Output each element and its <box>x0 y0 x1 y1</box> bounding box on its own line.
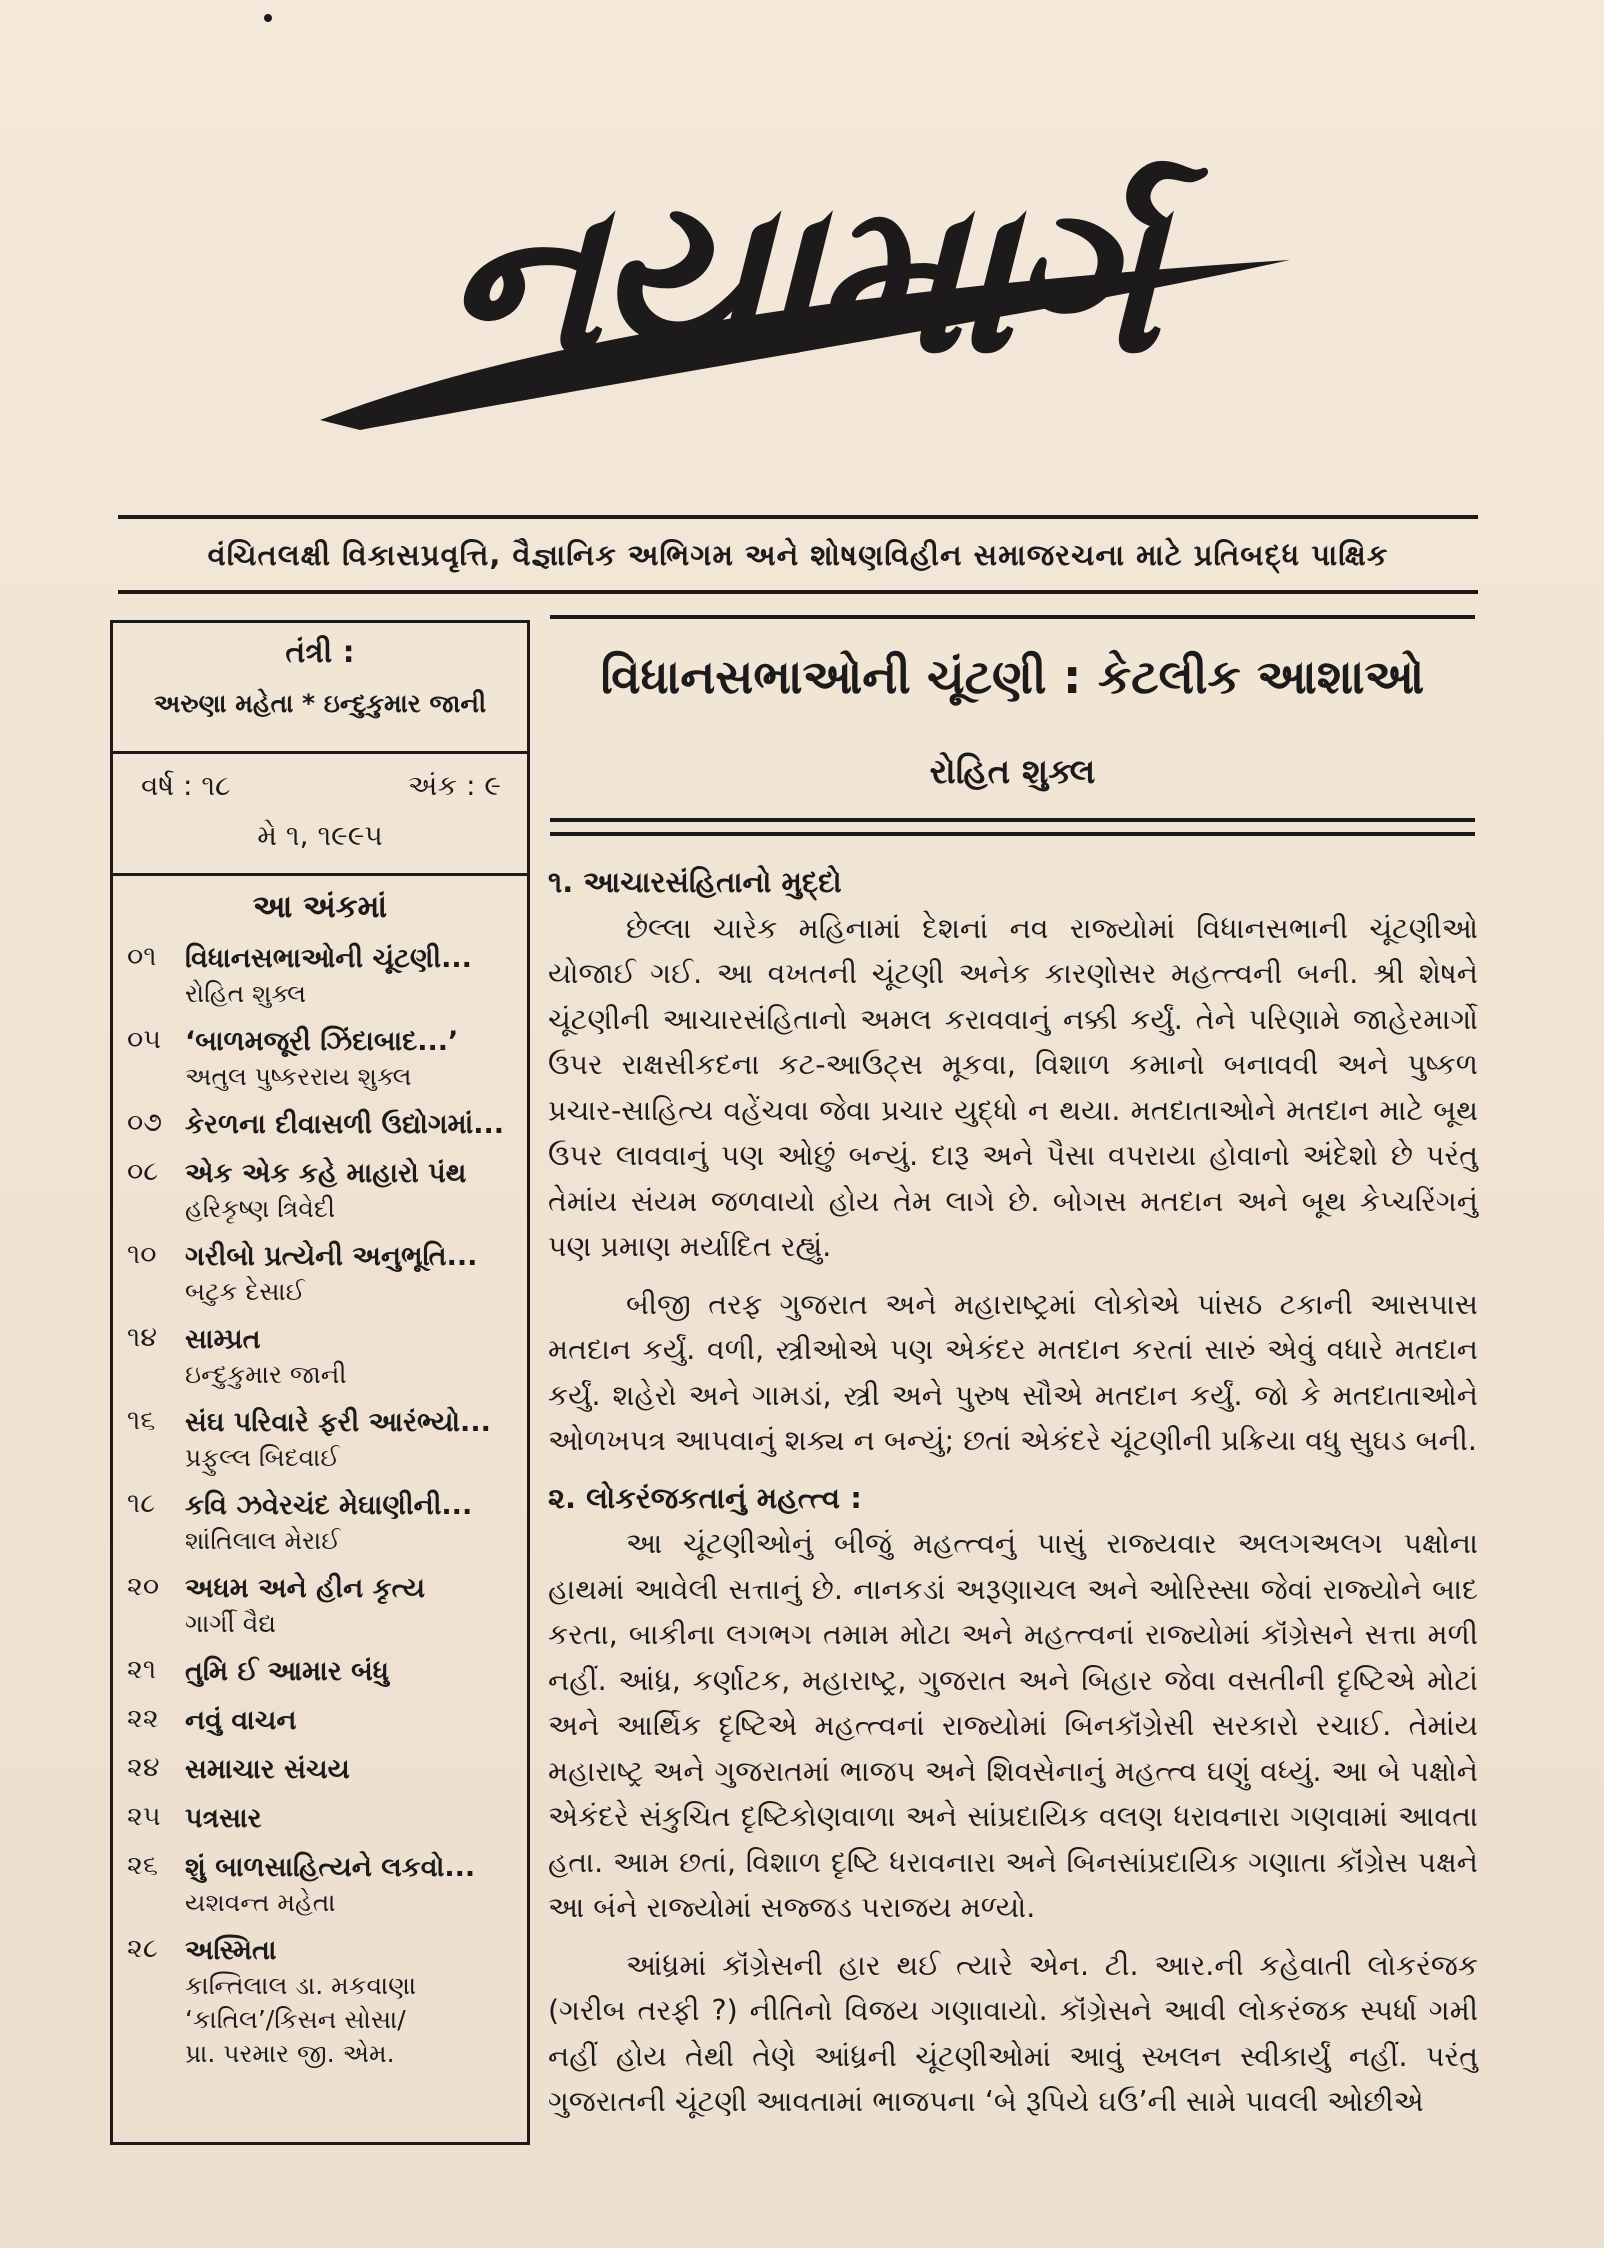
toc-title: ગરીબો પ્રત્યેની અનુભૂતિ... <box>185 1241 478 1272</box>
toc-title: એક એક કહે માહારો પંથ <box>185 1158 467 1189</box>
paragraph: આ ચૂંટણીઓનું બીજું મહત્ત્વનું પાસું રાજ્યવાર અલગઅલગ પક્ષોના હાથમાં આવેલી સત્તાનું છે. નાનકડાં અરૂણાચલ અને ઓરિસ્સા જેવાં રાજ્યોને બાદ કરતા, બાકીના લગભગ તમામ મોટા અને મહત્ત્વનાં રાજ્યોમાં કૉંગ્રેસને સત્તા મળી નહીં. આંધ્ર, કર્ણાટક, મહારાષ્ટ્ર, ગુજરાત અને બિહાર જેવા વસતીની દૃષ્ટિએ મોટાં અને આર્થિક દૃષ્ટિએ મહત્ત્વનાં રાજ્યોમાં બિનકૉંગ્રેસી સરકારો રચાઈ. તેમાંય મહારાષ્ટ્ર અને ગુજરાતમાં ભાજપ અને શિવસેનાનું મહત્ત્વ ઘણું વધ્યું. આ બે પક્ષોને એકંદરે સંકુચિત દૃષ્ટિકોણવાળા અને સાંપ્રદાયિક વલણ ધરાવનારા ગણવામાં આવતા હતા. આમ છતાં, વિશાળ દૃષ્ટિ ધરાવનારા અને બિનસાંપ્રદાયિક ગણાતા કૉંગ્રેસ પક્ષને આ બંને રાજ્યોમાં સજ્જડ પરાજય મળ્યો. <box>548 1527 1478 1924</box>
editor-names: અરુણા મહેતા * ઇન્દુકુમાર જાની <box>153 689 487 718</box>
rule <box>550 832 1475 836</box>
toc-item <box>127 1654 527 1690</box>
toc-page-number: ૨૫ <box>127 1801 161 1832</box>
sidebar-box <box>110 620 530 2145</box>
article-author: રોહિત શુક્લ <box>929 752 1096 792</box>
toc-item <box>127 1703 527 1739</box>
toc-title: અસ્મિતા <box>185 1935 277 1966</box>
toc-author: શાંતિલાલ મેરાઈ <box>185 1526 341 1555</box>
toc-item <box>127 1024 527 1094</box>
sidebar-rule <box>113 873 527 876</box>
toc-page-number: ૦૫ <box>127 1024 161 1055</box>
section-heading: ૨. લોકરંજકતાનું મહત્ત્વ : <box>548 1480 862 1515</box>
toc-item <box>127 941 527 1011</box>
toc-page-number: ૦૧ <box>127 941 157 972</box>
toc-page-number: ૧૮ <box>127 1488 156 1519</box>
toc-page-number: ૧૦ <box>127 1239 157 1270</box>
issue: અંક : ૯ <box>407 769 501 802</box>
toc-page-number: ૦૭ <box>127 1107 163 1138</box>
rule <box>118 515 1478 519</box>
toc-author: ગાર્ગી વૈદ્ય <box>185 1609 277 1638</box>
toc-page-number: ૧૪ <box>127 1322 157 1353</box>
toc-page-number: ૨૧ <box>127 1654 157 1685</box>
toc-title: પત્રસાર <box>185 1803 262 1834</box>
toc-heading: આ અંકમાં <box>252 889 388 925</box>
table-of-contents <box>127 941 527 2084</box>
toc-title: સંઘ પરિવારે ફરી આરંભ્યો... <box>185 1407 491 1438</box>
toc-author: રોહિત શુક્લ <box>185 979 307 1008</box>
toc-title: ‘બાળમજૂરી ઝિંદાબાદ...’ <box>185 1026 459 1057</box>
toc-item <box>127 1850 527 1920</box>
toc-title: સામ્પ્રત <box>185 1324 261 1355</box>
toc-page-number: ૧૬ <box>127 1405 156 1436</box>
toc-title: અધમ અને હીન કૃત્ય <box>185 1573 426 1604</box>
toc-item <box>127 1322 527 1392</box>
toc-title: કેરળના દીવાસળી ઉદ્યોગમાં... <box>185 1109 504 1140</box>
toc-page-number: ૨૬ <box>127 1850 158 1881</box>
paragraph: છેલ્લા ચારેક મહિનામાં દેશનાં નવ રાજ્યોમાં વિધાનસભાની ચૂંટણીઓ યોજાઈ ગઈ. આ વખતની ચૂંટણી અનેક કારણોસર મહત્ત્વની બની. શ્રી શેષને ચૂંટણીની આચારસંહિતાનો અમલ કરાવવાનું નક્કી કર્યું. તેને પરિણામે જાહેરમાર્ગો ઉપર રાક્ષસીકદના કટ-આઉટ્સ મૂકવા, વિશાળ કમાનો બનાવવી અને પુષ્કળ પ્રચાર-સાહિત્ય વહેંચવા જેવા પ્રચાર યુદ્ધો ન થયા. મતદાતાઓને મતદાન માટે બૂથ ઉપર લાવવાનું પણ ઓછું બન્યું. દારૂ અને પૈસા વપરાયા હોવાનો અંદેશો છે પરંતુ તેમાંય સંયમ જળવાયો હોય તેમ લાગે છે. બોગસ મતદાન અને બૂથ કેપ્ચરિંગનું પણ પ્રમાણ મર્યાદિત રહ્યું. <box>548 911 1478 1263</box>
toc-item <box>127 1107 527 1143</box>
toc-page-number: ૨૮ <box>127 1933 158 1964</box>
toc-author: પ્રા. પરમાર જી. એમ. <box>185 2039 395 2068</box>
toc-title: વિધાનસભાઓની ચૂંટણી... <box>185 943 472 974</box>
paragraph: આંધ્રમાં કૉંગ્રેસની હાર થઈ ત્યારે એન. ટી. આર.ની કહેવાતી લોકરંજક (ગરીબ તરફી ?) નીતિનો વિજય ગણાવાયો. કૉંગ્રેસને આવી લોકરંજક સ્પર્ધા ગમી નહીં હોય તેથી તેણે આંધ્રની ચૂંટણીઓમાં આવું સ્ખલન સ્વીકાર્યું નહીં. પરંતુ ગુજરાતની ચૂંટણી આવતામાં ભાજપના ‘બે રૂપિયે ઘઉ’ની સામે પાવલી ઓછીએ <box>548 1948 1478 2118</box>
volume-issue-row <box>141 769 501 805</box>
toc-item <box>127 1752 527 1788</box>
article-title: વિધાનસભાઓની ચૂંટણી : કેટલીક આશાઓ <box>600 650 1425 705</box>
toc-item <box>127 1405 527 1475</box>
toc-item <box>127 1239 527 1309</box>
toc-item <box>127 1933 527 2071</box>
tagline: વંચિતલક્ષી વિકાસપ્રવૃત્તિ, વૈજ્ઞાનિક અભિગમ અને શોષણવિહીન સમાજરચના માટે પ્રતિબદ્ધ પાક્ષિક <box>207 537 1389 572</box>
toc-title: નવું વાચન <box>185 1705 297 1736</box>
masthead-logo <box>280 130 1340 470</box>
toc-author: ‘કાતિલ’/કિસન સોસા/ <box>185 2005 406 2034</box>
toc-author: યશવન્ત મહેતા <box>185 1888 336 1917</box>
toc-title: કવિ ઝવેરચંદ મેઘાણીની... <box>185 1490 473 1521</box>
toc-title: સમાચાર સંચય <box>185 1754 350 1785</box>
toc-author: ઇન્દુકુમાર જાની <box>185 1360 347 1389</box>
toc-author: બટુક દેસાઈ <box>185 1277 305 1306</box>
toc-page-number: ૨૨ <box>127 1703 159 1734</box>
rule <box>118 590 1478 594</box>
rule <box>550 818 1475 822</box>
editor-label: તંત્રી : <box>285 635 355 670</box>
paragraph: બીજી તરફ ગુજરાત અને મહારાષ્ટ્રમાં લોકોએ પાંસઠ ટકાની આસપાસ મતદાન કર્યું. વળી, સ્ત્રીઓએ પણ એકંદર મતદાન કરતાં સારું એવું વધારે મતદાન કર્યું. શહેરો અને ગામડાં, સ્ત્રી અને પુરુષ સૌએ મતદાન કર્યું. જો કે મતદાતાઓને ઓળખપત્ર આપવાનું શક્ય ન બન્યું; છતાં એકંદરે ચૂંટણીની પ્રક્રિયા વધુ સુઘડ બની. <box>548 1287 1478 1457</box>
toc-page-number: ૨૦ <box>127 1571 160 1602</box>
toc-author: અતુલ પુષ્કરરાય શુક્લ <box>185 1062 412 1091</box>
rule <box>550 615 1475 619</box>
section-heading: ૧. આચારસંહિતાનો મુદ્દો <box>548 865 842 899</box>
toc-item <box>127 1488 527 1558</box>
toc-page-number: ૨૪ <box>127 1752 160 1783</box>
toc-page-number: ૦૮ <box>127 1156 159 1187</box>
toc-item <box>127 1156 527 1226</box>
toc-author: કાન્તિલાલ ડા. મકવાણા <box>185 1971 417 2000</box>
logo-text: નયામાર્ગ <box>445 155 1155 400</box>
toc-author: પ્રફુલ્લ બિદવાઈ <box>185 1443 340 1472</box>
toc-title: તુમિ ઈ આમાર બંધુ <box>185 1656 389 1687</box>
ink-dot <box>264 14 272 22</box>
article-body <box>548 860 1478 2137</box>
toc-item <box>127 1801 527 1837</box>
issue-date: મે ૧, ૧૯૯૫ <box>257 819 383 852</box>
volume: વર્ષ : ૧૮ <box>141 769 231 802</box>
toc-item <box>127 1571 527 1641</box>
toc-title: શું બાળસાહિત્યને લકવો... <box>185 1852 476 1883</box>
sidebar-rule <box>113 751 527 754</box>
toc-author: હરિકૃષ્ણ ત્રિવેદી <box>185 1194 335 1223</box>
